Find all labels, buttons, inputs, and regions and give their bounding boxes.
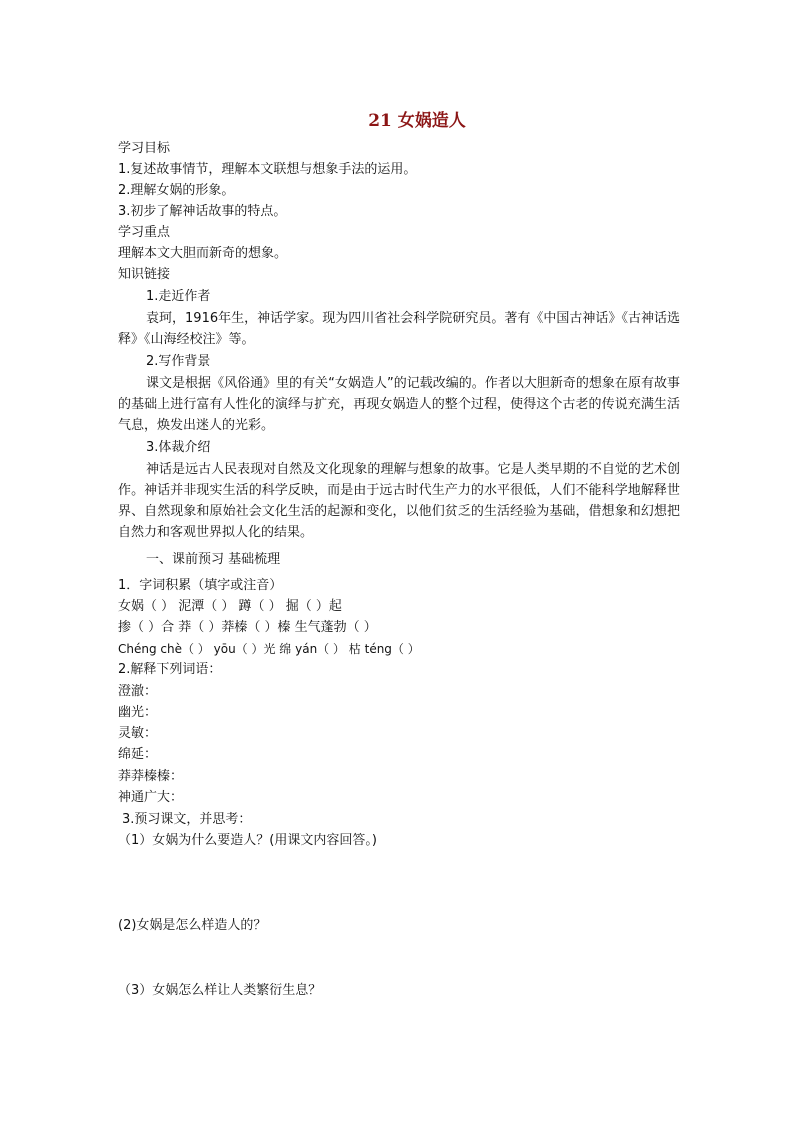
background-heading: 2.写作背景 xyxy=(146,354,211,369)
objectives-heading: 学习目标 xyxy=(118,141,171,156)
vocab-row: Chéng chè（ ） yōu（ ）光 绵 yán（ ） 枯 téng（ ） xyxy=(118,642,420,656)
vocab-row: 掺（ ）合 莽（ ）莽榛（ ）榛 生气蓬勃（ ） xyxy=(118,620,377,635)
term-item: 澄澈： xyxy=(118,684,158,699)
preview-heading: 一、课前预习 基础梳理 xyxy=(146,552,281,567)
term-item: 幽光： xyxy=(118,705,158,720)
vocab-row: 女娲（ ） 泥潭（ ） 蹲（ ） 掘（ ）起 xyxy=(118,599,342,614)
background-text: 课文是根据《风俗通》里的有关“女娲造人”的记载改编的。作者以大胆新奇的想象在原有故事的基础上进行富有人性化的演绎与扩充，再现女娲造人的整个过程，使得这个古老的传说充满生活气息，焕发出迷人的光彩。 xyxy=(118,376,680,433)
term-item: 绵延： xyxy=(118,747,158,762)
focus-text: 理解本文大胆而新奇的想象。 xyxy=(118,246,288,261)
genre-text: 神话是远古人民表现对自然及文化现象的理解与想象的故事。它是人类早期的不自觉的艺术创作。神话并非现实生活的科学反映，而是由于远古时代生产力的水平很低，人们不能科学地解释世界、自然现象和原始社会文化生活的起源和变化，以他们贫乏的生活经验为基础，借想象和幻想把自然力和客观世界拟人化的结果。 xyxy=(118,462,680,540)
vocab-heading: 1．字词积累（填字或注音） xyxy=(118,578,283,593)
objective-item: 2.理解女娲的形象。 xyxy=(118,183,235,198)
think-heading: 3.预习课文，并思考： xyxy=(122,812,252,827)
author-text: 袁珂，1916年生，神话学家。现为四川省社会科学院研究员。著有《中国古神话》《古神话选释》《山海经校注》等。 xyxy=(118,311,680,347)
document-title: 21 女娲造人 xyxy=(368,111,466,131)
objective-item: 3.初步了解神话故事的特点。 xyxy=(118,204,287,219)
objective-item: 1.复述故事情节，理解本文联想与想象手法的运用。 xyxy=(118,162,417,177)
term-item: 神通广大： xyxy=(118,790,184,805)
question-item: （1）女娲为什么要造人？(用课文内容回答。) xyxy=(118,833,377,848)
knowledge-heading: 知识链接 xyxy=(118,267,171,282)
explain-heading: 2.解释下列词语： xyxy=(118,662,222,677)
term-item: 莽莽榛榛： xyxy=(118,769,184,784)
term-item: 灵敏： xyxy=(118,726,158,741)
author-heading: 1.走近作者 xyxy=(146,289,211,304)
question-item: (2)女娲是怎么样造人的？ xyxy=(118,918,267,933)
genre-heading: 3.体裁介绍 xyxy=(146,440,211,455)
focus-heading: 学习重点 xyxy=(118,225,171,240)
question-item: （3）女娲怎么样让人类繁衍生息？ xyxy=(118,983,322,998)
